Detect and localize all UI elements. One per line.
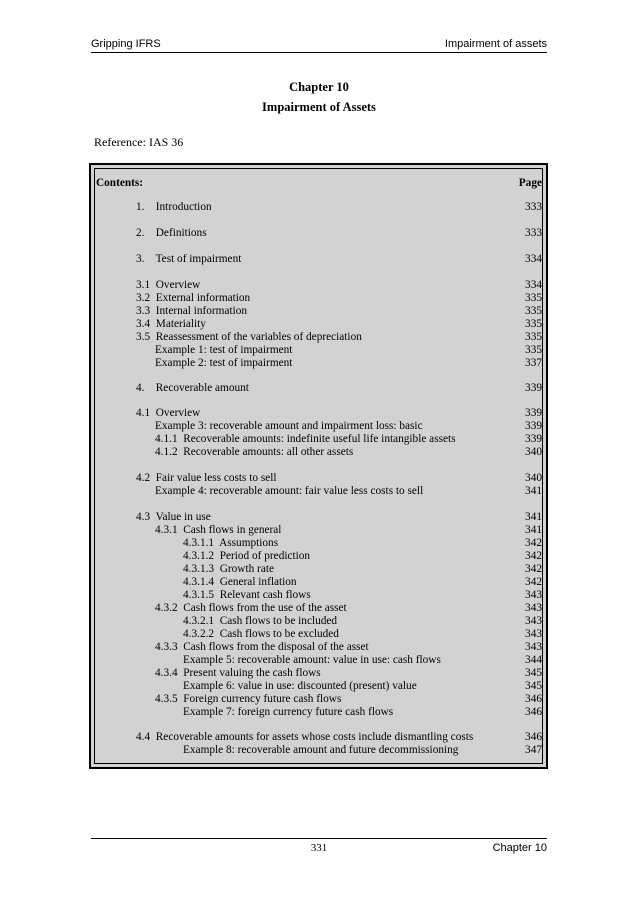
toc-entry-title: Example 6: value in use: discounted (present) value bbox=[183, 680, 417, 692]
toc-entry-title: 2. Definitions bbox=[136, 227, 207, 239]
footer-chapter: Chapter 10 bbox=[492, 842, 547, 854]
toc-entry-title: 4.1.1 Recoverable amounts: indefinite useful life intangible assets bbox=[155, 433, 456, 445]
toc-entry-page: 345 bbox=[525, 680, 542, 692]
toc-entry-page: 343 bbox=[525, 589, 542, 601]
page-column-label: Page bbox=[518, 177, 542, 189]
page-header bbox=[91, 36, 547, 53]
toc-entry-title: 4.3.3 Cash flows from the disposal of the asset bbox=[155, 641, 369, 653]
toc-entry-title: 3.1 Overview bbox=[136, 279, 201, 291]
toc-entry-page: 342 bbox=[525, 563, 542, 575]
toc-entry-page: 346 bbox=[525, 693, 542, 705]
toc-entry-page: 335 bbox=[525, 344, 542, 356]
toc-entry-page: 341 bbox=[525, 524, 542, 536]
toc-entry-title: 4.4 Recoverable amounts for assets whose costs include dismantling costs bbox=[136, 731, 474, 743]
toc-entry-title: 3.5 Reassessment of the variables of depreciation bbox=[136, 331, 362, 343]
toc-entry-page: 343 bbox=[525, 628, 542, 640]
toc-entry-page: 342 bbox=[525, 537, 542, 549]
toc-entry-page: 335 bbox=[525, 331, 542, 343]
toc-entry-title: Example 5: recoverable amount: value in use: cash flows bbox=[183, 654, 441, 666]
toc-entry-title: 4.3.1 Cash flows in general bbox=[155, 524, 282, 536]
toc-entry-page: 341 bbox=[525, 511, 542, 523]
toc-entry-page: 340 bbox=[525, 446, 542, 458]
toc-entry-title: 3.3 Internal information bbox=[136, 305, 248, 317]
toc-entry-title: 4.3.1.2 Period of prediction bbox=[183, 550, 311, 562]
toc-entry-page: 346 bbox=[525, 706, 542, 718]
toc-entry-title: 4.3.4 Present valuing the cash flows bbox=[155, 667, 321, 679]
toc-entry-page: 334 bbox=[525, 279, 542, 291]
toc-entry-page: 342 bbox=[525, 550, 542, 562]
toc-entry-title: 4.3.1.1 Assumptions bbox=[183, 537, 279, 549]
toc-entry-title: 1. Introduction bbox=[136, 201, 212, 213]
header-book-title: Gripping IFRS bbox=[91, 38, 161, 50]
toc-entry-page: 335 bbox=[525, 318, 542, 330]
chapter-number: Chapter 10 bbox=[289, 80, 349, 94]
toc-entry-page: 345 bbox=[525, 667, 542, 679]
toc-entry-title: Example 4: recoverable amount: fair value less costs to sell bbox=[155, 485, 424, 497]
toc-entry-page: 339 bbox=[525, 433, 542, 445]
page-footer bbox=[91, 838, 547, 857]
toc-entry-title: 3.2 External information bbox=[136, 292, 251, 304]
footer-page-number: 331 bbox=[310, 842, 328, 854]
toc-entry-title: 4.3.1.4 General inflation bbox=[183, 576, 297, 588]
toc-entry-title: 4. Recoverable amount bbox=[136, 382, 249, 394]
toc-entry-title: 4.3.2 Cash flows from the use of the asset bbox=[155, 602, 347, 614]
toc-entry-title: Example 3: recoverable amount and impairment loss: basic bbox=[155, 420, 423, 432]
toc-entry-page: 339 bbox=[525, 407, 542, 419]
toc-entry-title: 4.3.2.2 Cash flows to be excluded bbox=[183, 628, 339, 640]
toc-entry-title: 4.3.1.5 Relevant cash flows bbox=[183, 589, 311, 601]
toc-entry-title: 3.4 Materiality bbox=[136, 318, 206, 330]
toc-entry-page: 346 bbox=[525, 731, 542, 743]
toc-entry-page: 335 bbox=[525, 305, 542, 317]
toc-entry-page: 339 bbox=[525, 420, 542, 432]
toc-entry-title: 3. Test of impairment bbox=[136, 253, 242, 265]
toc-entry-title: 4.2 Fair value less costs to sell bbox=[136, 472, 277, 484]
toc-entry-page: 335 bbox=[525, 292, 542, 304]
toc-entry-page: 333 bbox=[525, 227, 542, 239]
reference: Reference: IAS 36 bbox=[94, 135, 184, 149]
chapter-title: Impairment of Assets bbox=[262, 100, 376, 114]
toc-entry-title: Example 7: foreign currency future cash flows bbox=[183, 706, 394, 718]
toc-entry-page: 343 bbox=[525, 615, 542, 627]
toc-entry-page: 347 bbox=[525, 744, 542, 756]
toc-entry-page: 340 bbox=[525, 472, 542, 484]
toc-entry-title: 4.1.2 Recoverable amounts: all other assets bbox=[155, 446, 354, 458]
toc-entry-title: 4.3 Value in use bbox=[136, 511, 211, 523]
toc-entry-title: 4.3.1.3 Growth rate bbox=[183, 563, 274, 575]
toc-entry-title: Example 1: test of impairment bbox=[155, 344, 293, 356]
toc-entry-page: 333 bbox=[525, 201, 542, 213]
header-section-title: Impairment of assets bbox=[444, 38, 547, 50]
toc-entry-page: 334 bbox=[525, 253, 542, 265]
toc-entry-title: Example 2: test of impairment bbox=[155, 357, 293, 369]
toc-entry-page: 343 bbox=[525, 602, 542, 614]
toc-entry-page: 343 bbox=[525, 641, 542, 653]
contents-title: Contents: bbox=[96, 177, 144, 189]
toc-entry-page: 342 bbox=[525, 576, 542, 588]
toc-entry-page: 344 bbox=[525, 654, 542, 666]
toc-entry-title: 4.3.2.1 Cash flows to be included bbox=[183, 615, 338, 627]
toc-entry-title: 4.3.5 Foreign currency future cash flows bbox=[155, 693, 342, 705]
toc-entry-title: 4.1 Overview bbox=[136, 407, 201, 419]
toc-entry-title: Example 8: recoverable amount and future decommissioning bbox=[183, 744, 459, 756]
toc-entry-page: 341 bbox=[525, 485, 542, 497]
toc-entry-page: 339 bbox=[525, 382, 542, 394]
toc-entry-page: 337 bbox=[525, 357, 542, 369]
